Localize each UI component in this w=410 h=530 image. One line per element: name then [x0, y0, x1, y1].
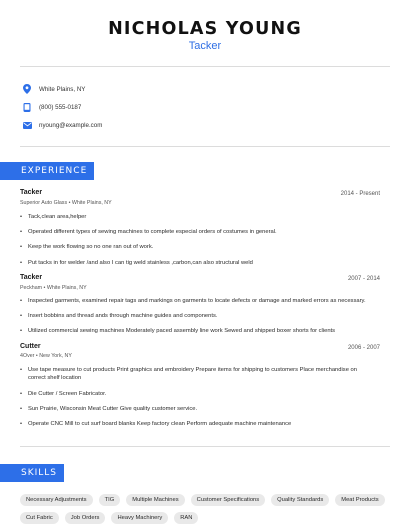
contact-phone	[22, 101, 81, 113]
contact-location-text: White Plains, NY	[39, 85, 86, 93]
contact-email-text: nyoung@example.com	[39, 121, 103, 129]
job-bullet: • Inspected garments, examined repair tags and markings on garments to locate defects or damage and marked errors as necessary.	[20, 297, 370, 305]
contact-location	[22, 83, 85, 95]
skill-chip: Job Orders	[65, 512, 106, 524]
skills-heading: SKILLS	[0, 464, 64, 482]
job-dates: 2014 - Present	[340, 191, 380, 197]
divider	[20, 446, 390, 447]
experience-heading: EXPERIENCE	[0, 162, 94, 180]
skill-chip: Necessary Adjustments	[20, 494, 93, 506]
resume-job-title: Tacker	[188, 40, 222, 52]
job-bullet: • Tack,clean area,helper	[20, 213, 370, 221]
skill-chip: RAN	[174, 512, 198, 524]
job-bullet: • Die Cutter / Screen Fabricator.	[20, 390, 370, 398]
job-company: Superior Auto Glass • White Plains, NY	[20, 200, 112, 206]
job-title: Cutter	[20, 343, 41, 350]
divider	[20, 146, 390, 147]
job-bullet: • Sun Prairie, Wisconsin Meat Cutter Give quality customer service.	[20, 405, 370, 413]
job-title: Tacker	[20, 189, 43, 196]
divider	[20, 66, 390, 67]
job-bullet: • Insert bobbins and thread ands through machine guides and components.	[20, 312, 370, 320]
job-company: Peckham • White Plains, NY	[20, 285, 87, 291]
job-bullet: • Utilized commercial sewing machines Moderately paced assembly line work Sewed and shipped boxer shorts for clients	[20, 327, 370, 335]
location-pin-icon	[22, 84, 32, 94]
job-bullet: • Keep the work flowing so no one ran out of work.	[20, 243, 370, 251]
phone-icon	[22, 102, 32, 112]
resume-name: NICHOLAS YOUNG	[108, 19, 302, 39]
contact-phone-text: (800) 555-0187	[39, 103, 82, 111]
job-bullet: • Use tape measure to cut products Print graphics and embroidery Prepare items for shipping to customers Place merchandise on correct shelf location	[20, 366, 370, 382]
email-icon	[22, 120, 32, 130]
job-dates: 2007 - 2014	[347, 276, 380, 282]
job-bullet: • Operated different types of sewing machines to complete especial orders of costumes in general.	[20, 228, 370, 236]
job-bullet: • Put tacks in for welder /and also I can tig weld stainless ,carbon,can also structural weld	[20, 259, 370, 267]
skill-chip: Heavy Machinery	[111, 512, 168, 524]
job-company: 4Over • New York, NY	[20, 353, 72, 359]
job-dates: 2006 - 2007	[347, 345, 380, 351]
skill-chip: Meat Products	[335, 494, 384, 506]
skill-chip: Quality Standards	[271, 494, 329, 506]
skill-chip: Cut Fabric	[20, 512, 59, 524]
skill-chip: Multiple Machines	[126, 494, 184, 506]
job-bullet: • Operate CNC Mill to cut surf board blanks Keep factory clean Perform adequate machine maintenance	[20, 420, 370, 428]
skill-chip: Customer Specifications	[191, 494, 266, 506]
skills-list	[20, 494, 390, 524]
skill-chip: TIG	[99, 494, 121, 506]
job-title: Tacker	[20, 274, 43, 281]
contact-email	[22, 119, 102, 131]
